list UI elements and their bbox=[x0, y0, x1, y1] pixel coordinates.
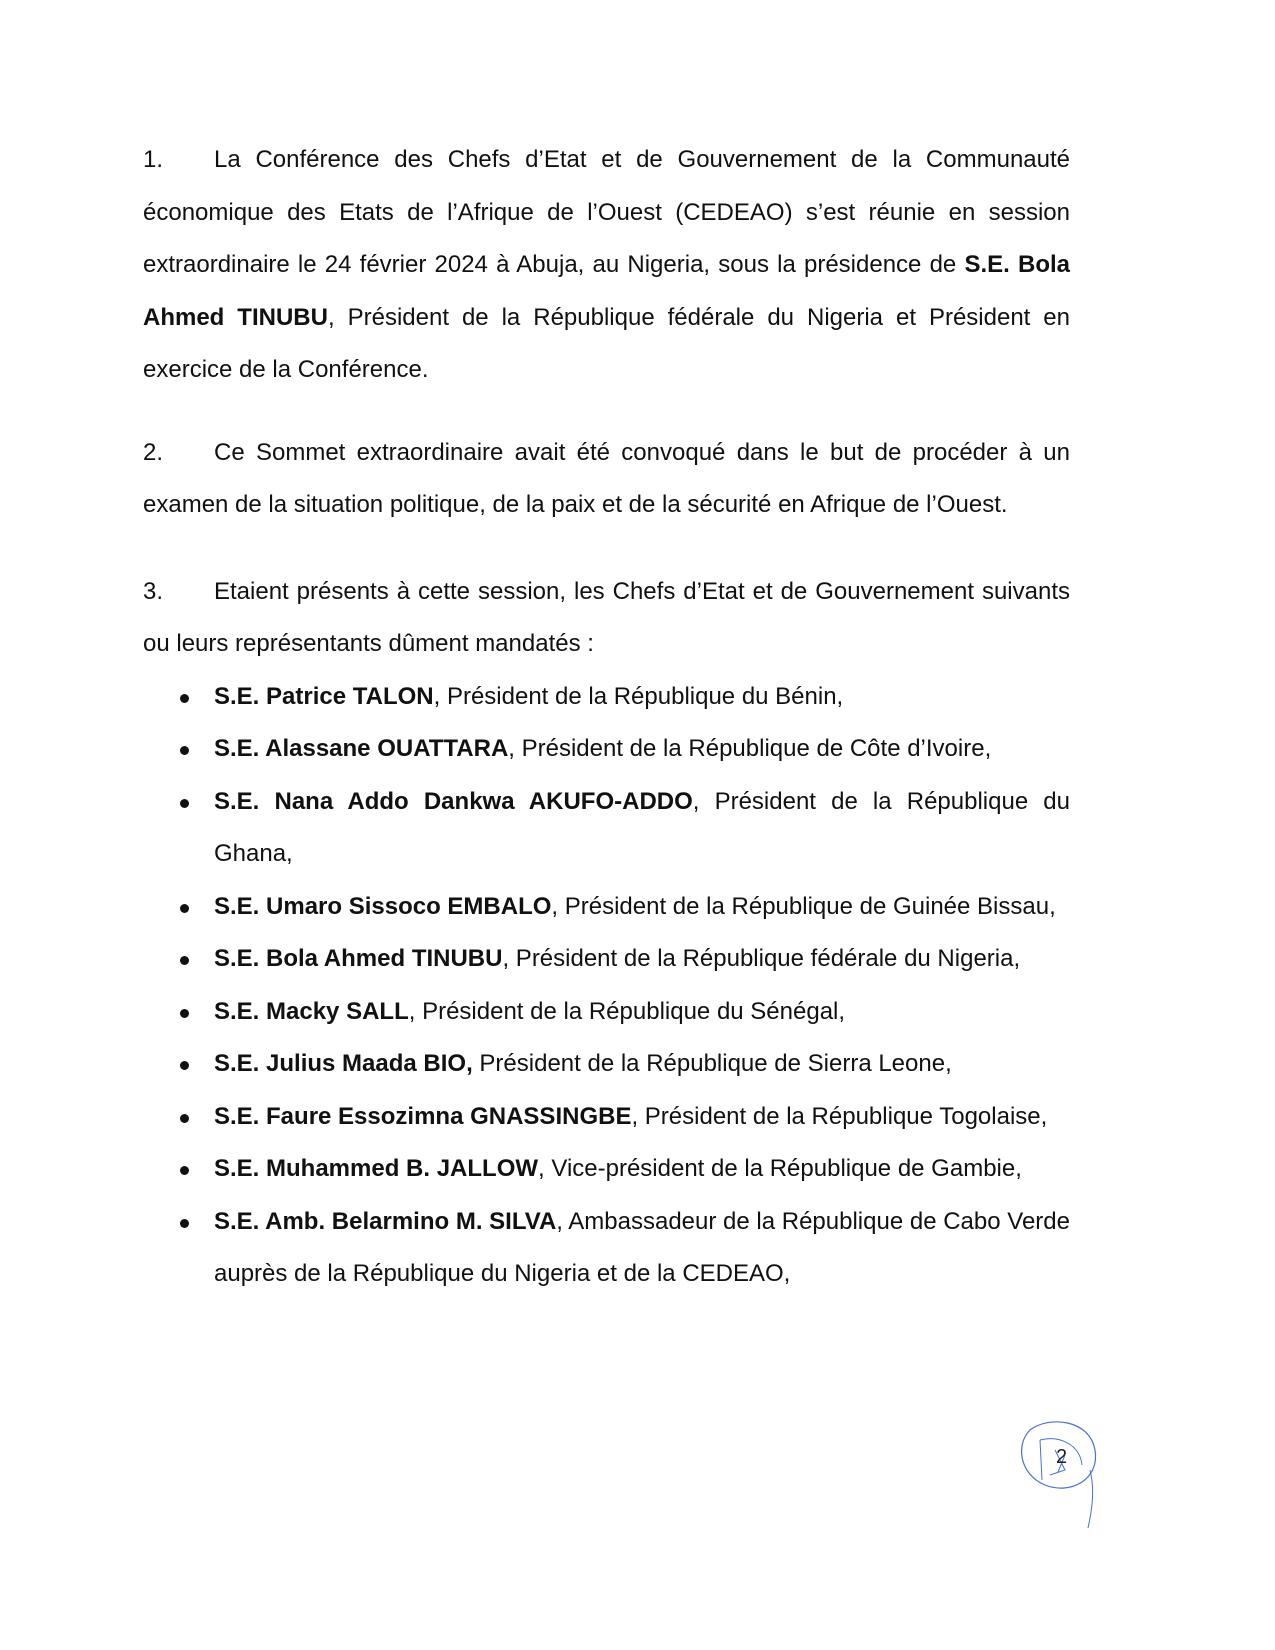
attendee-role: , Président de la République du Bénin, bbox=[433, 682, 844, 710]
paragraph-number: 2. bbox=[143, 438, 164, 466]
bullet-icon bbox=[180, 904, 189, 913]
document-page bbox=[143, 134, 1070, 1301]
attendee-name: S.E. Muhammed B. JALLOW bbox=[214, 1155, 539, 1182]
list-item bbox=[143, 671, 1070, 724]
list-item bbox=[143, 881, 1070, 934]
attendee-name: S.E. Macky SALL bbox=[214, 997, 409, 1025]
paragraph-3 bbox=[143, 566, 1070, 671]
signature-initials-icon bbox=[1010, 1410, 1110, 1530]
paragraph-2 bbox=[143, 427, 1070, 532]
attendee-name: S.E. Julius Maada BIO, bbox=[214, 1050, 473, 1077]
list-item bbox=[143, 1038, 1070, 1091]
paragraph-text: Ce Sommet extraordinaire avait été convoqué dans le but de procéder à un examen de la situation politique, de la paix et de la sécurité en Afrique de l’Ouest. bbox=[143, 438, 1070, 518]
attendee-role: , Ambassadeur de la République de Cabo Verde auprès de la République du Nigeria et de la CEDEAO, bbox=[214, 1207, 1070, 1287]
paragraph-text: Etaient présents à cette session, les Chefs d’Etat et de Gouvernement suivants ou leurs représentants dûment mandatés : bbox=[143, 577, 1070, 657]
attendee-role: , Président de la République de Guinée Bissau, bbox=[551, 892, 1056, 920]
list-item bbox=[143, 933, 1070, 986]
attendee-role: , Président de la République de Côte d’Ivoire, bbox=[508, 735, 992, 762]
bullet-icon bbox=[180, 956, 189, 965]
attendee-role: , Président de la République du Ghana, bbox=[214, 787, 1070, 867]
attendee-name: S.E. Alassane OUATTARA bbox=[214, 735, 509, 762]
list-item bbox=[143, 723, 1070, 776]
list-item bbox=[143, 1091, 1070, 1144]
list-item bbox=[143, 986, 1070, 1039]
bullet-icon bbox=[180, 1061, 189, 1070]
attendee-role: , Président de la République fédérale du Nigeria, bbox=[502, 945, 1021, 972]
bullet-icon bbox=[180, 746, 189, 755]
bullet-icon bbox=[180, 1009, 189, 1018]
attendee-name: S.E. Umaro Sissoco EMBALO bbox=[214, 892, 552, 920]
attendee-name: S.E. Bola Ahmed TINUBU bbox=[214, 945, 503, 972]
bullet-icon bbox=[180, 799, 189, 808]
bullet-icon bbox=[180, 694, 189, 703]
list-item bbox=[143, 776, 1070, 881]
attendee-name: S.E. Faure Essozimna GNASSINGBE bbox=[214, 1102, 632, 1130]
list-item bbox=[143, 1143, 1070, 1196]
paragraph-text: La Conférence des Chefs d’Etat et de Gouvernement de la Communauté économique des Etats de l’Afrique de l’Ouest (CEDEAO) s’est réunie en session extraordinaire le 24 février 2024 à Abuja, au Nigeria, sous la présidence de bbox=[143, 146, 1070, 278]
paragraph-1 bbox=[143, 134, 1070, 397]
attendee-role: , Vice-président de la République de Gambie, bbox=[538, 1155, 1022, 1182]
page-number: 2 bbox=[1056, 1446, 1068, 1468]
president-name: S.E. Bola Ahmed TINUBU bbox=[143, 251, 1070, 331]
paragraph-text: , Président de la République fédérale du Nigeria et Président en exercice de la Conférence. bbox=[143, 303, 1070, 383]
attendee-name: S.E. Patrice TALON bbox=[214, 682, 434, 710]
attendee-list bbox=[143, 671, 1070, 1301]
attendee-role: , Président de la République du Sénégal, bbox=[408, 997, 846, 1025]
bullet-icon bbox=[180, 1166, 189, 1175]
bullet-icon bbox=[180, 1219, 189, 1228]
attendee-name: S.E. Amb. Belarmino M. SILVA bbox=[214, 1207, 557, 1235]
list-item bbox=[143, 1196, 1070, 1301]
bullet-icon bbox=[180, 1114, 189, 1123]
paragraph-number: 1. bbox=[143, 146, 164, 173]
attendee-name: S.E. Nana Addo Dankwa AKUFO-ADDO bbox=[214, 787, 693, 815]
attendee-role: Président de la République de Sierra Leone, bbox=[472, 1050, 952, 1077]
paragraph-number: 3. bbox=[143, 577, 164, 605]
attendee-role: , Président de la République Togolaise, bbox=[631, 1102, 1048, 1130]
